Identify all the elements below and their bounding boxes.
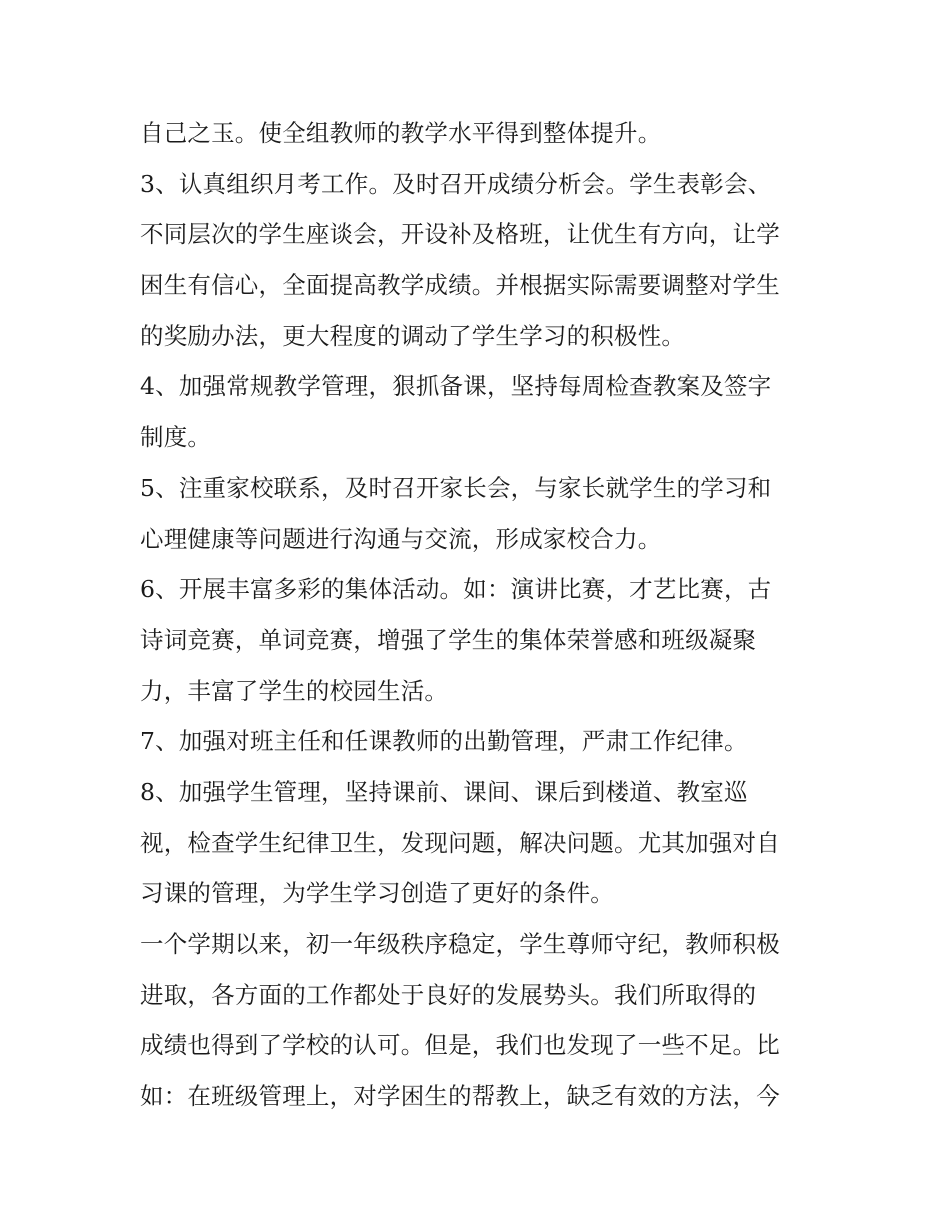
text-line: 4、加强常规教学管理，狠抓备课，坚持每周检查教案及签字 xyxy=(140,372,772,401)
text-line: 成绩也得到了学校的认可。但是，我们也发现了一些不足。比 xyxy=(140,1031,780,1060)
document-body xyxy=(140,108,820,1122)
text-line: 诗词竞赛，单词竞赛，增强了学生的集体荣誉感和班级凝聚 xyxy=(140,625,757,654)
text-line: 自己之玉。使全组教师的教学水平得到整体提升。 xyxy=(140,119,662,147)
text-line: 6、开展丰富多彩的集体活动。如：演讲比赛，才艺比赛，古 xyxy=(140,575,772,604)
text-line: 力，丰富了学生的校园生活。 xyxy=(140,676,449,705)
text-line: 8、加强学生管理，坚持课前、课间、课后到楼道、教室巡 xyxy=(140,777,748,806)
text-line: 一个学期以来，初一年级秩序稳定，学生尊师守纪，教师积极 xyxy=(140,930,780,958)
text-line: 的奖励办法，更大程度的调动了学生学习的积极性。 xyxy=(140,321,686,350)
text-line: 如：在班级管理上，对学困生的帮教上，缺乏有效的方法，今 xyxy=(140,1082,780,1111)
text-line: 困生有信心，全面提高教学成绩。并根据实际需要调整对学生 xyxy=(140,271,780,300)
text-line: 制度。 xyxy=(140,423,212,452)
text-line: 视，检查学生纪律卫生，发现问题，解决问题。尤其加强对自 xyxy=(140,828,780,857)
text-line: 习课的管理，为学生学习创造了更好的条件。 xyxy=(140,879,614,908)
text-line: 7、加强对班主任和任课教师的出勤管理，严肃工作纪律。 xyxy=(140,727,748,756)
text-line: 3、认真组织月考工作。及时召开成绩分析会。学生表彰会、 xyxy=(140,169,772,198)
text-line: 心理健康等问题进行沟通与交流，形成家校合力。 xyxy=(140,524,662,553)
text-line: 5、注重家校联系，及时召开家长会，与家长就学生的学习和 xyxy=(140,473,772,502)
text-line: 进取，各方面的工作都处于良好的发展势头。我们所取得的 xyxy=(140,980,757,1009)
text-line: 不同层次的学生座谈会，开设补及格班，让优生有方向，让学 xyxy=(140,220,780,249)
